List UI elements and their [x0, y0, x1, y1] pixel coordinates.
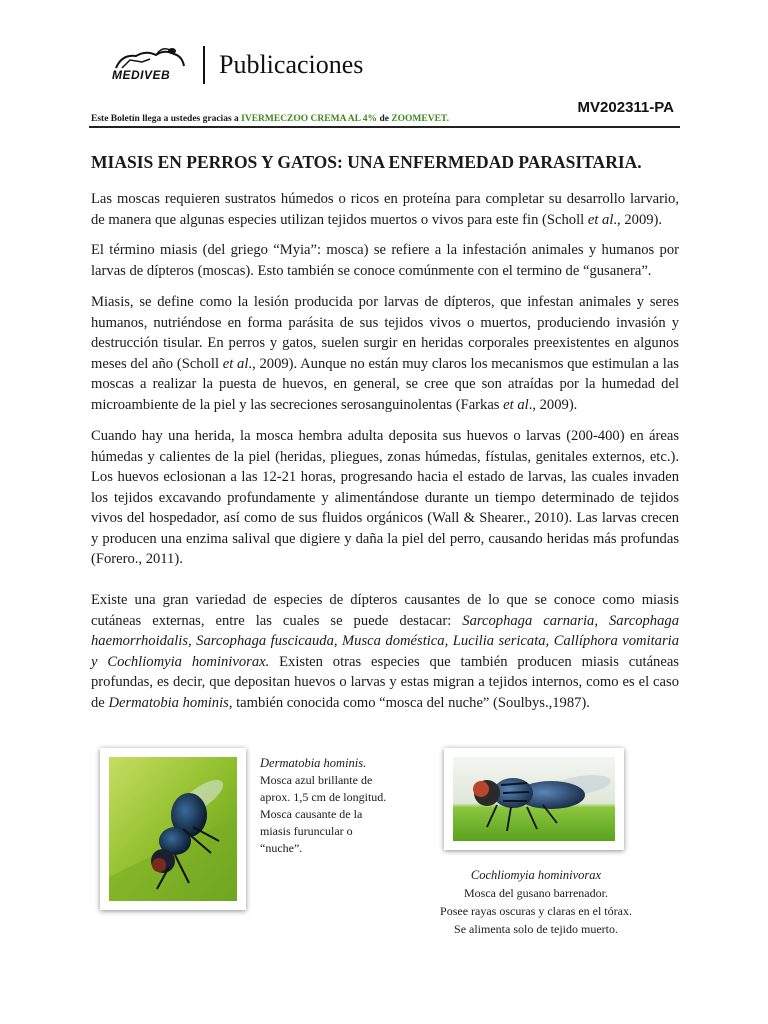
dermatobia-caption-line: Mosca causante de la: [260, 807, 363, 821]
cochliomyia-photo: [444, 748, 624, 850]
header-rule: [89, 126, 680, 128]
sponsor-end: .: [446, 114, 449, 124]
document-code: MV202311-PA: [577, 99, 674, 116]
p5-text-a: Existe una gran variedad de especies de dípteros causantes de lo que se conoce como miasis cutáneas externas, entre las cuales se puede destacar:: [91, 592, 679, 629]
p5-species-list: Sarcophaga carnaria, Sarcophaga haemorrhoidalis, Sarcophaga fuscicauda, Musca doméstica, Lucilia sericata, Callíphora vomitaria y Cochliomyia hominivorax.: [91, 612, 679, 670]
publication-title: Publicaciones: [219, 50, 364, 79]
p5-text-c: también conocida como “mosca del nuche” (Soulbys.,1987).: [232, 694, 590, 711]
p3-text-a: Miasis, se define como la lesión producida por larvas de dípteros, que infestan animales y seres humanos, nutriéndose en forma parásita de sus tejidos vivos o muertos, produciendo invasión y destrucción tisular. En perros y gatos, suelen surgir en heridas corporales preexistentes en algunos meses del año (Scholl: [91, 294, 679, 372]
dermatobia-caption-title: Dermatobia hominis.: [260, 756, 367, 770]
sponsor-prefix: Este Boletín llega a ustedes gracias a: [91, 114, 242, 124]
p3-etal-1: et al: [222, 355, 249, 372]
cochliomyia-caption-line: Mosca del gusano barrenador.: [464, 886, 608, 900]
paragraph-4: Cuando hay una herida, la mosca hembra adulta deposita sus huevos o larvas (200-400) en áreas húmedas y calientes de la piel (heridas, pliegues, zonas húmedas, fístulas, genitales externos, etc.). Los huevos eclosionan a las 12-21 horas, progresando hacia el estado de larvas, las cuales invaden los tejidos excavando profundamente y alimentándose durante un tiempo determinado de tejidos vivos del hospedador, así como de sus fluidos orgánicos (Wall & Shearer., 2010). Las larvas crecen y producen una enzima salival que digiere y daña la piel del perro, causando heridas más profundas (Forero., 2011).: [91, 428, 679, 567]
p3-text-b: ., 2009). Aunque no están muy claros los mecanismos que estimulan a las moscas a realizar la puesta de huevos, en general, se cree que son atraídas por la humedad del microambiente de la piel y las secreciones serosanguinolentas (Farkas: [91, 355, 679, 413]
p5-dermatobia: Dermatobia hominis,: [108, 694, 233, 711]
p1-text-end: ., 2009).: [613, 211, 663, 228]
cochliomyia-caption-title: Cochliomyia hominivorax: [470, 868, 602, 882]
p5-text-b: Existen otras especies que también producen miasis cutáneas profundas, es decir, que depositan huevos o larvas y estas migran a tejidos internos, como es el caso de: [91, 653, 679, 711]
dermatobia-caption-line: Mosca azul brillante de: [260, 773, 373, 787]
dermatobia-caption-line: “nuche”.: [260, 841, 303, 855]
paragraph-2: El término miasis (del griego “Myia”: mosca) se refiere a la infestación animales y humanos por larvas de dípteros (moscas). Esto también se conoce comúnmente con el termino de “gusanera”.: [91, 242, 679, 279]
cochliomyia-caption-line: Se alimenta solo de tejido muerto.: [454, 922, 618, 936]
paragraph-3: [91, 292, 679, 415]
article-title: MIASIS EN PERROS Y GATOS: UNA ENFERMEDAD PARASITARIA.: [91, 152, 642, 172]
cochliomyia-fly-image: [453, 757, 615, 841]
p1-text: Las moscas requieren sustratos húmedos o ricos en proteína para completar su desarrollo larvario, de manera que algunas especies utilizan tejidos muertos o vivos para este fin (Scholl: [91, 191, 679, 228]
logo-text: MEDIVEB: [112, 68, 171, 82]
sponsor-mid: de: [377, 114, 392, 124]
header-divider: [203, 46, 205, 84]
cochliomyia-caption-line: Posee rayas oscuras y claras en el tórax.: [440, 904, 632, 918]
sponsor-product: IVERMECZOO CREMA AL 4%: [241, 114, 378, 124]
p3-text-c: ., 2009).: [528, 396, 578, 413]
sponsor-line: [91, 114, 449, 124]
dermatobia-caption-line: miasis furuncular o: [260, 824, 353, 838]
dermatobia-fly-image: [109, 757, 237, 901]
logo-animals-icon: [112, 46, 188, 70]
p1-etal: et al: [587, 211, 614, 228]
p3-etal-2: et al: [503, 396, 529, 413]
dermatobia-caption-line: aprox. 1,5 cm de longitud.: [260, 790, 387, 804]
cochliomyia-caption: [424, 866, 648, 938]
paragraph-5: [91, 590, 679, 713]
paragraph-1: [91, 189, 679, 230]
dermatobia-caption: [260, 755, 386, 857]
mediveb-logo: [112, 46, 188, 82]
sponsor-company: ZOOMEVET: [391, 114, 447, 124]
dermatobia-photo: [100, 748, 246, 910]
